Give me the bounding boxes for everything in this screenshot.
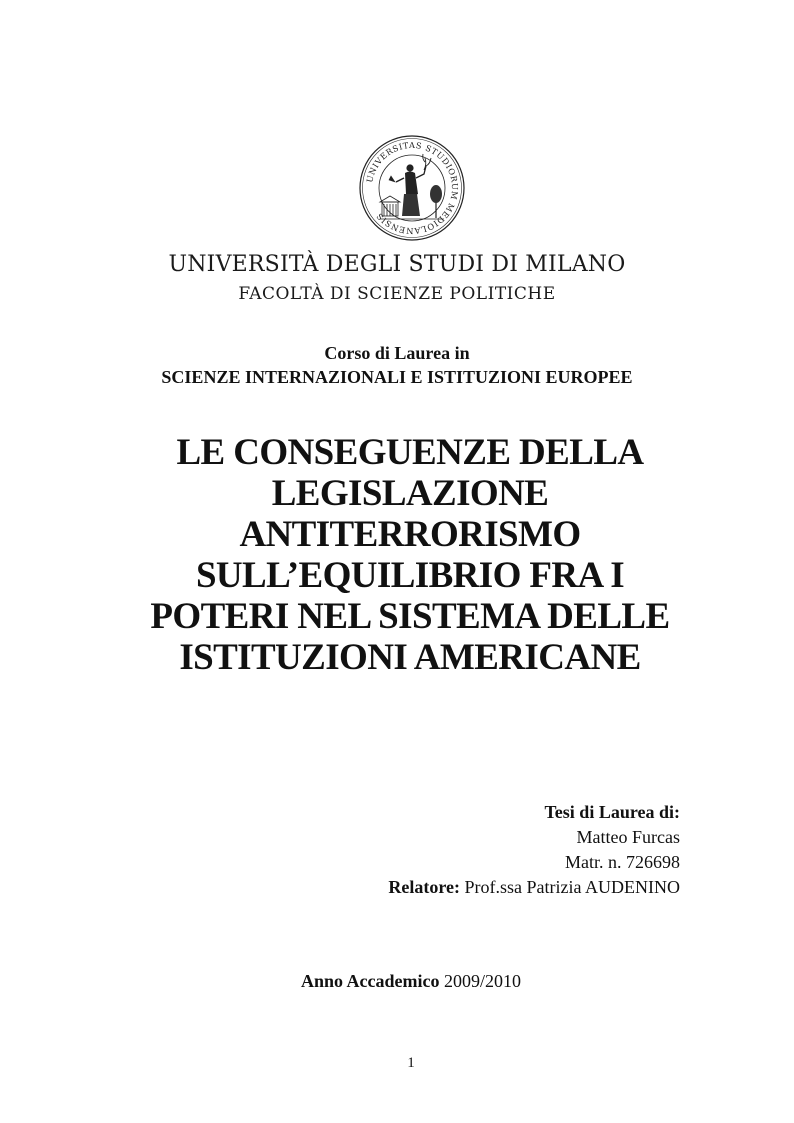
author-name: Matteo Furcas [576,827,680,847]
matriculation-number: Matr. n. 726698 [565,852,680,872]
title-line: SULL’EQUILIBRIO FRA I [195,555,625,596]
course-block [0,341,794,389]
page-number: 1 [407,1055,415,1071]
supervisor-label: Relatore: [388,877,461,897]
title-line: ANTITERRORISMO [239,514,581,555]
seal-inscription: UNIVERSITAS STUDIORUM MEDIOLANENSIS [364,139,461,237]
title-line: ISTITUZIONI AMERICANE [179,637,641,678]
academic-year-label: Anno Accademico [300,971,440,991]
thesis-title [100,432,720,678]
author-block [388,800,680,900]
thesis-label: Tesi di Laurea di: [544,802,680,822]
course-intro: Corso di Laurea in [324,343,470,363]
faculty-name: FACOLTÀ DI SCIENZE POLITICHE [238,284,556,304]
supervisor-name: Prof.ssa Patrizia AUDENINO [464,877,680,897]
course-name: SCIENZE INTERNAZIONALI E ISTITUZIONI EUROPEE [161,367,633,387]
university-name: UNIVERSITÀ DEGLI STUDI DI MILANO [168,252,626,277]
university-seal-logo [358,134,466,242]
title-line: LE CONSEGUENZE DELLA [176,432,644,473]
title-line: POTERI NEL SISTEMA DELLE [150,596,670,637]
title-line: LEGISLAZIONE [271,473,549,514]
academic-year-value: 2009/2010 [443,971,521,991]
academic-year [0,971,794,992]
supervisor-line [388,875,680,900]
